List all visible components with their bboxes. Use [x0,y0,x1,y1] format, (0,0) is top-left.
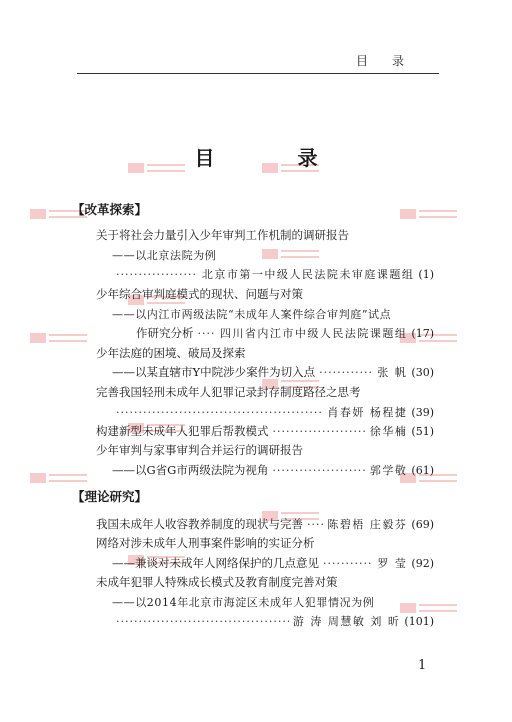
toc-entry-author-row [112,266,434,282]
toc-entry-author: 四川省内江市中级人民法院课题组 [219,327,408,340]
toc-entry-subtitle: ——以内江市两级法院“未成年人案件综合审判庭”试点 [112,308,392,321]
toc-entry-subtitle: ——以北京法院为例 [112,249,217,262]
toc-entry-row [96,423,434,439]
toc-entry-author: 徐华楠 [369,425,408,438]
page-title: 目 录 [194,146,356,170]
toc-entry-subtitle: ——以某直辖市Y中院涉少案件为切入点 [112,365,316,379]
toc-entry-page: (101) [404,615,434,628]
leader-dots [116,615,289,628]
section-heading-theory: 【理论研究】 [72,489,148,504]
toc-entry-author: 游 涛 周慧敏 刘 昕 [292,615,401,628]
leader-dots [198,327,216,340]
header-label: 目录 [355,54,428,68]
leader-dots [116,406,323,419]
toc-entry-title: 少年审判与家事审判合并运行的调研报告 [96,443,303,457]
toc-entry-subtitle: ——以G省G市两级法院为视角 [112,463,269,477]
toc-entry-author: 北京市第一中级人民法院未审庭课题组 [201,268,415,281]
leader-dots [116,268,198,281]
toc-entry-subtitle-continued: 作研究分析 [136,326,194,340]
toc-entry-title: 关于将社会力量引入少年审判工作机制的调研报告 [96,228,349,242]
toc-entry-title: 完善我国轻刑未成年人犯罪记录封存制度路径之思考 [96,385,361,399]
toc-entry-page: (17) [411,327,434,340]
toc-entry-author: 张 帆 [377,366,408,379]
toc-entry-page: (30) [411,366,434,379]
toc-entry-page: (1) [418,268,434,281]
leader-dots [272,464,366,477]
toc-entry-author-row [112,404,434,420]
toc-entry-author-row [136,325,434,341]
toc-entry-title: 少年综合审判庭模式的现状、问题与对策 [96,287,303,301]
toc-entry-page: (39) [411,406,434,419]
toc-entry-page: (92) [411,557,434,570]
toc-entry-page: (51) [411,425,434,438]
toc-entry-author-row [112,462,434,478]
toc-entry-author: 陈碧梧 庄毅芬 [327,518,408,531]
toc-entry-author: 肖春妍 杨程捷 [327,406,408,419]
toc-entry-title: 我国未成年人收容教养制度的现状与完善 [96,517,303,531]
toc-entry-author-row [112,555,434,571]
leader-dots [323,557,373,570]
page-number: 1 [418,658,427,673]
toc-entry-subtitle: ——兼谈对未成年人网络保护的几点意见 [112,556,319,570]
toc-entry-title: 网络对涉未成年人刑事案件影响的实证分析 [96,536,315,550]
toc-entry-subtitle: ——以2014年北京市海淀区未成年人犯罪情况为例 [112,596,375,609]
toc-entry-title: 构建新型未成年人犯罪后帮教模式 [96,424,269,438]
section-heading-reform: 【改革探索】 [72,202,148,217]
leader-dots [273,425,366,438]
leader-dots [307,518,323,531]
toc-entry-title: 未成年犯罪人特殊成长模式及教育制度完善对策 [96,575,338,589]
toc-entry-author-row [112,364,434,380]
toc-entry-page: (69) [411,518,434,531]
toc-entry-author: 郭学敬 [369,464,408,477]
toc-entry-author-row [112,613,434,629]
toc-entry-page: (61) [411,464,434,477]
toc-entry-title: 少年法庭的困境、破局及探索 [96,346,246,360]
toc-entry-author: 罗 莹 [377,557,408,570]
toc-entry-row [96,516,434,532]
leader-dots [319,366,373,379]
